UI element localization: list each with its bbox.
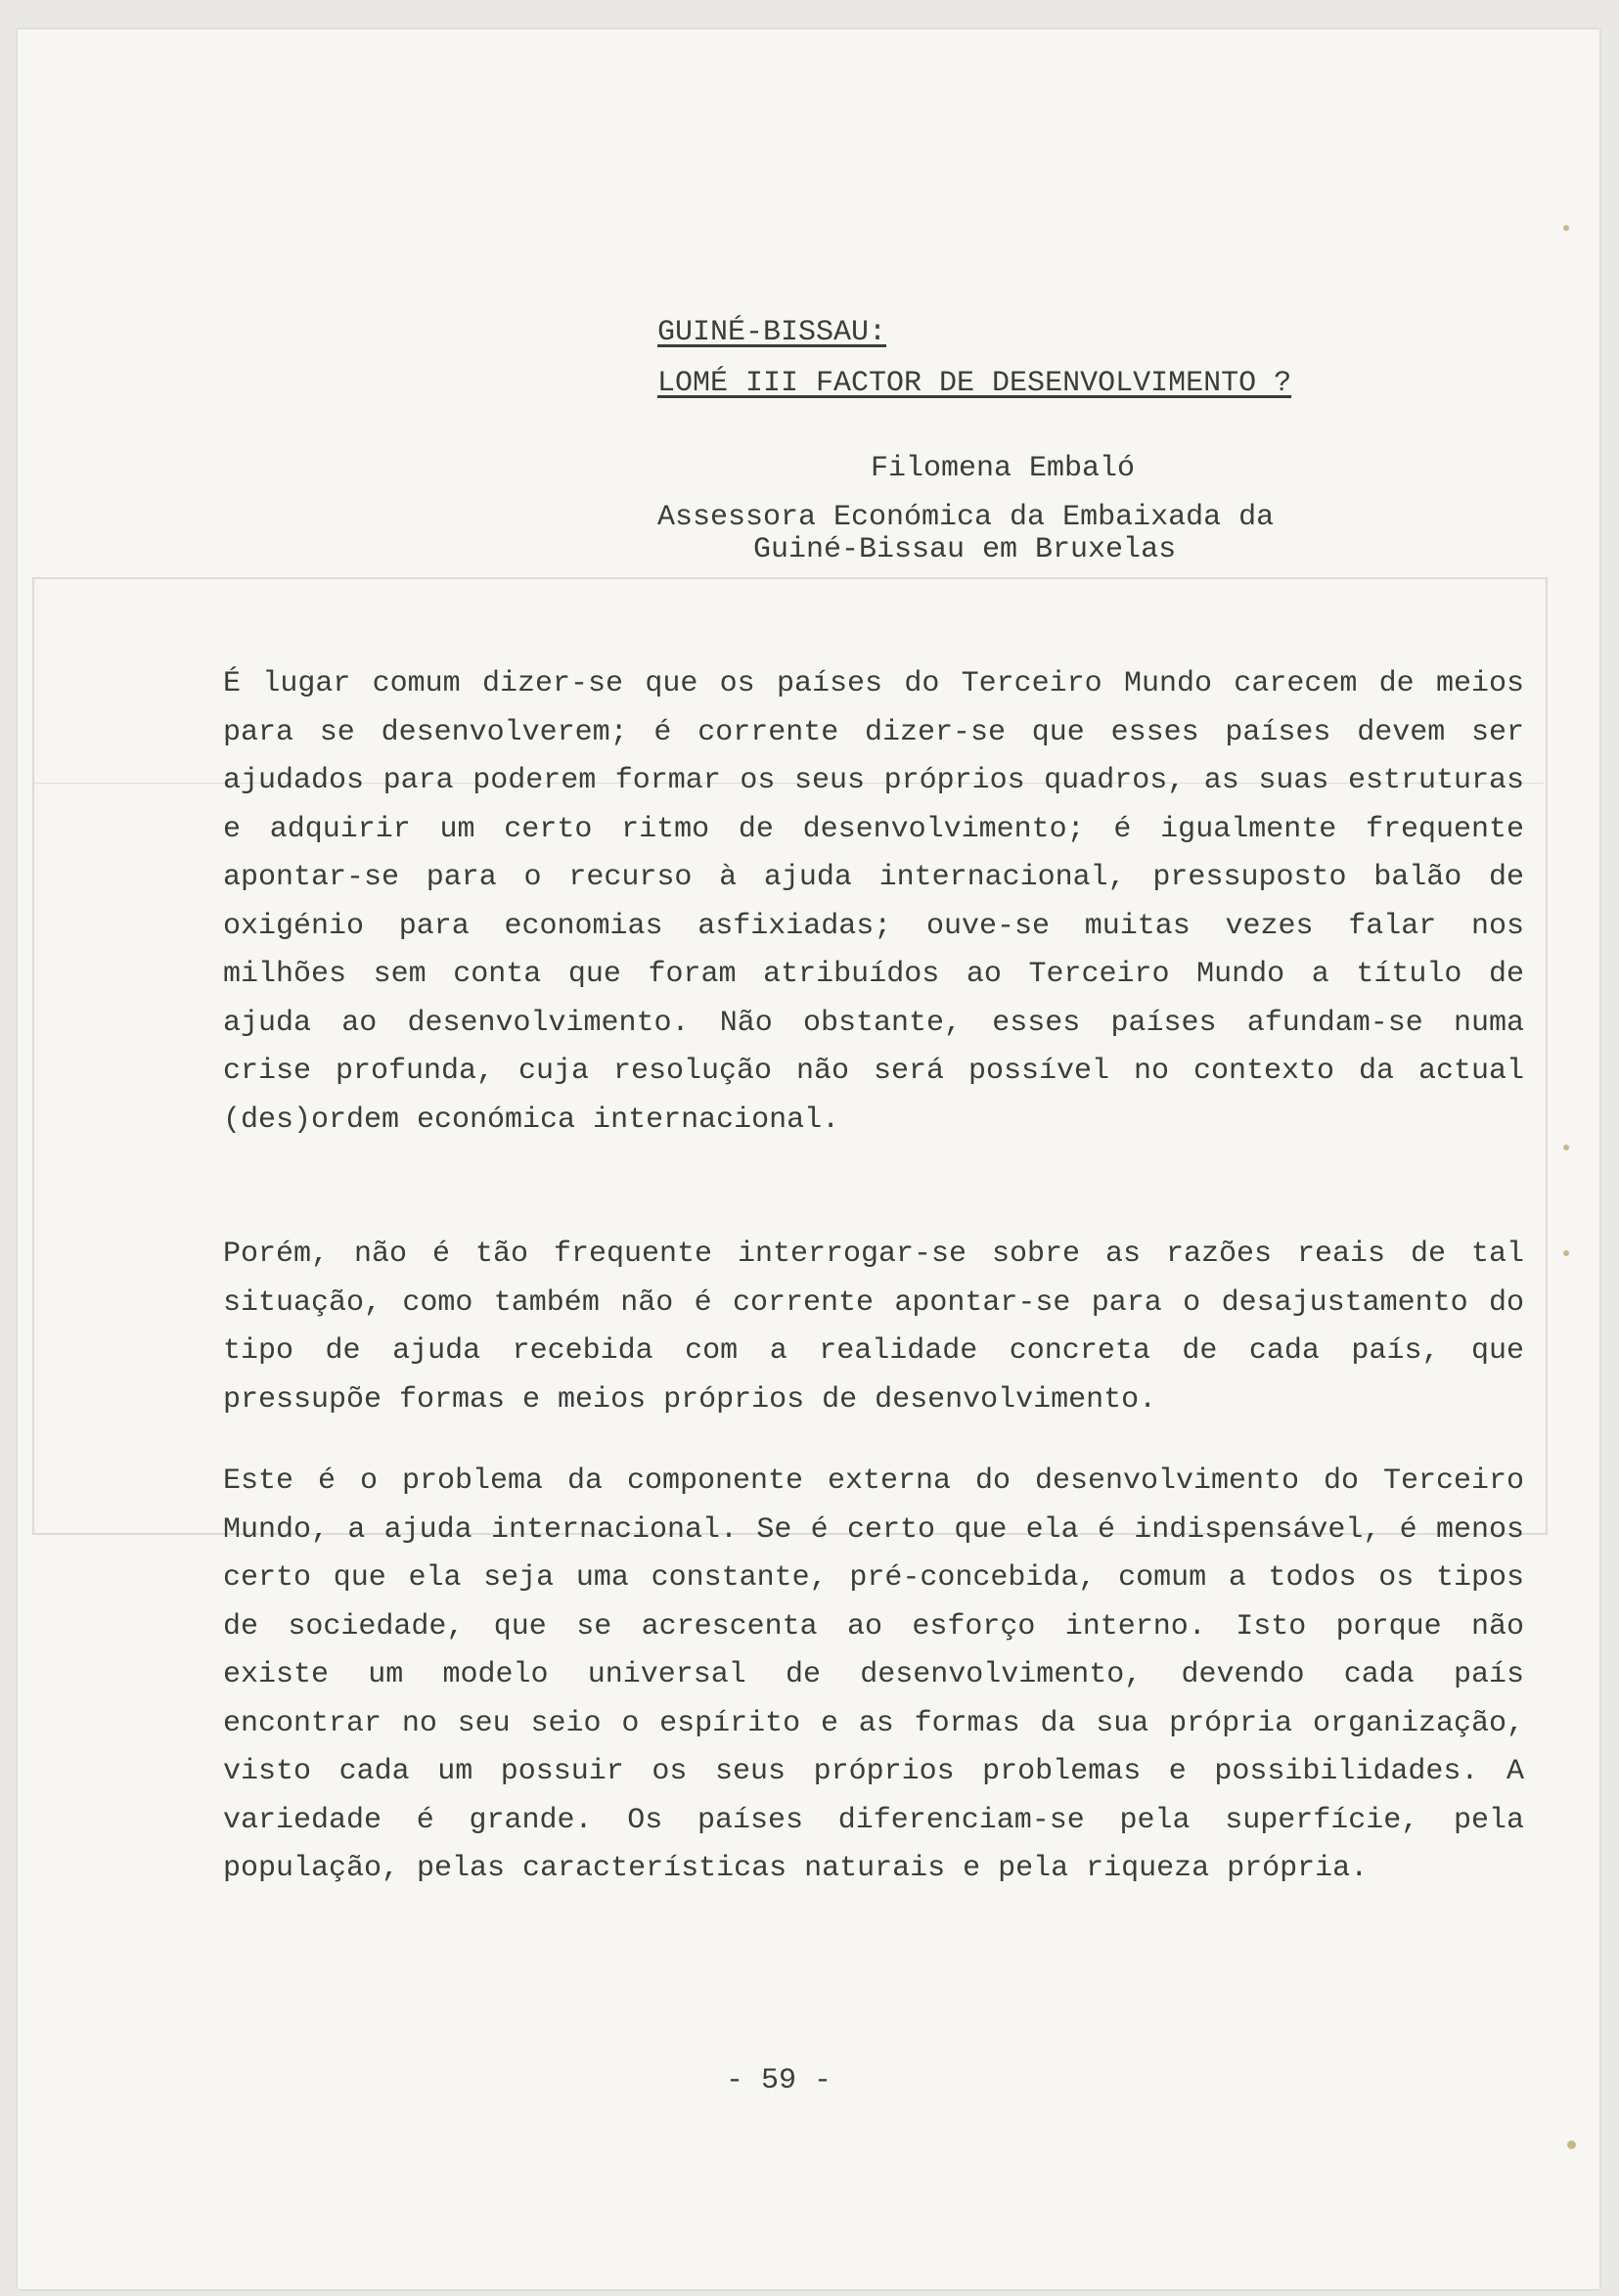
paper-stain	[1567, 2140, 1576, 2149]
paper-stain	[1563, 1145, 1569, 1150]
author-affiliation-line1: Assessora Económica da Embaixada da	[657, 501, 1275, 534]
author-name: Filomena Embaló	[871, 452, 1136, 485]
document-title-line2: LOMÉ III FACTOR DE DESENVOLVIMENTO ?	[657, 367, 1292, 400]
author-affiliation-line2: Guiné-Bissau em Bruxelas	[753, 533, 1177, 566]
body-paragraph: Porém, não é tão frequente interrogar-se sobre as razões reais de tal situação, como também não é corrente apontar-se para o desajustamento do tipo de ajuda recebida com a realidade concreta de cada país, que pressupõe formas e meios próprios de desenvolvimento.	[223, 1238, 1524, 1417]
paper-stain	[1563, 1250, 1569, 1256]
page-number: - 59 -	[726, 2064, 832, 2097]
body-paragraph: É lugar comum dizer-se que os países do Terceiro Mundo carecem de meios para se desenvolverem; é corrente dizer-se que esses países devem ser ajudados para poderem formar os seus próprios quadros, as suas estruturas e adquirir um certo ritmo de desenvolvimento; é igualmente frequente apontar-se para o recurso à ajuda internacional, pressuposto balão de oxigénio para economias asfixiadas; ouve-se muitas vezes falar nos milhões sem conta que foram atribuídos ao Terceiro Mundo a título de ajuda ao desenvolvimento. Não obstante, esses países afundam-se numa crise profunda, cuja resolução não será possível no contexto da actual (des)ordem económica internacional.	[223, 667, 1524, 1137]
body-paragraph: Este é o problema da componente externa do desenvolvimento do Terceiro Mundo, a ajuda internacional. Se é certo que ela é indispensável, é menos certo que ela seja uma constante, pré-concebida, comum a todos os tipos de sociedade, que se acrescenta ao esforço interno. Isto porque não existe um modelo universal de desenvolvimento, devendo cada país encontrar no seu seio o espírito e as formas da sua própria organização, visto cada um possuir os seus próprios problemas e possibilidades. A variedade é grande. Os países diferenciam-se pela superfície, pela população, pelas características naturais e pela riqueza própria.	[223, 1464, 1524, 1885]
paper-stain	[1563, 225, 1569, 231]
document-title-line1: GUINÉ-BISSAU:	[657, 316, 887, 349]
